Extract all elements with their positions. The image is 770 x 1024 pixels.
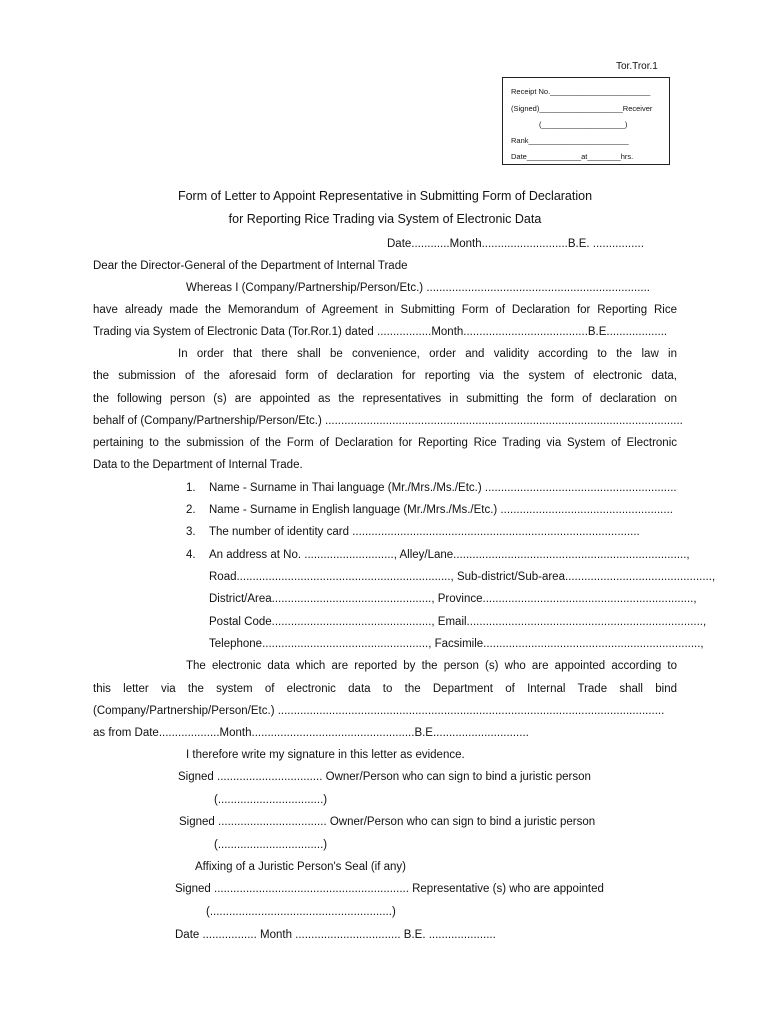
whereas-line: Whereas I (Company/Partnership/Person/Etc.) ......................................................................	[186, 282, 650, 294]
item-4-number: 4.	[186, 549, 196, 561]
receipt-name-line: (____________________)	[539, 120, 628, 129]
paragraph-2-line-1: In order that there shall be convenience, order and validity according to the law in	[178, 348, 677, 360]
paragraph-2-line-6: Data to the Department of Internal Trade.	[93, 459, 303, 471]
receipt-rank-line: Rank________________________	[511, 136, 629, 145]
final-date-line: Date ................. Month ................................. B.E. .....................	[175, 929, 496, 941]
item-1-number: 1.	[186, 482, 196, 494]
receipt-signed-line: (Signed)____________________Receiver	[511, 104, 653, 113]
address-telephone-line: Telephone...................................................., Facsimile....................................................................,	[209, 638, 704, 650]
form-code: Tor.Tror.1	[616, 61, 658, 72]
paragraph-2-line-3: the following person (s) are appointed as the representatives in submitting the form of declaration on	[93, 393, 677, 405]
address-road-line: Road..................................................................., Sub-district/Sub-area..............................................,	[209, 571, 716, 583]
signature-representative: Signed ............................................................. Representative (s) who are appointed	[175, 883, 604, 895]
paragraph-1-line-2: have already made the Memorandum of Agreement in Submitting Form of Declaration for Reporting Rice	[93, 304, 677, 316]
item-2-english-name: Name - Surname in English language (Mr./Mrs./Ms./Etc.) ......................................................	[209, 504, 673, 516]
document-title-line-1: Form of Letter to Appoint Representative in Submitting Form of Declaration	[177, 189, 593, 203]
paragraph-3-line-1: The electronic data which are reported by the person (s) who are appointed according to	[186, 660, 677, 672]
receipt-date-line: Date_____________at________hrs.	[511, 152, 634, 161]
signature-owner-2-name: (.................................)	[214, 839, 328, 851]
salutation: Dear the Director-General of the Department of Internal Trade	[93, 260, 408, 272]
item-2-number: 2.	[186, 504, 196, 516]
signature-owner-1-name: (.................................)	[214, 794, 328, 806]
item-3-number: 3.	[186, 526, 196, 538]
paragraph-3-line-2: this letter via the system of electronic data to the Department of Internal Trade shall bind	[93, 683, 677, 695]
address-postal-line: Postal Code.................................................., Email..........................................................................,	[209, 616, 707, 628]
paragraph-2-line-5: pertaining to the submission of the Form of Declaration for Reporting Rice Trading via System of Electronic	[93, 437, 677, 449]
paragraph-2-line-4: behalf of (Company/Partnership/Person/Etc.) ................................................................................................................	[93, 415, 683, 427]
paragraph-2-line-2: the submission of the aforesaid form of declaration for reporting via the system of electronic data,	[93, 370, 677, 382]
date-line: Date............Month...........................B.E. ................	[387, 238, 644, 250]
signature-owner-2: Signed .................................. Owner/Person who can sign to bind a juristic person	[179, 816, 596, 828]
receipt-box	[502, 77, 670, 165]
item-4-address: An address at No. ............................, Alley/Lane.........................................................................,	[209, 549, 690, 561]
signature-representative-name: (.........................................................)	[206, 906, 396, 918]
paragraph-1-line-3: Trading via System of Electronic Data (Tor.Ror.1) dated .................Month.......................................B.E...................	[93, 326, 668, 338]
paragraph-3-line-4: as from Date...................Month...................................................B.E..............................	[93, 727, 529, 739]
receipt-number-line: Receipt No.________________________	[511, 87, 651, 96]
evidence-statement: I therefore write my signature in this letter as evidence.	[186, 749, 465, 761]
signature-owner-1: Signed ................................. Owner/Person who can sign to bind a juristic person	[178, 771, 591, 783]
address-district-line: District/Area.................................................., Province..................................................................,	[209, 593, 697, 605]
paragraph-3-line-3: (Company/Partnership/Person/Etc.) .........................................................................................................................	[93, 705, 665, 717]
seal-note: Affixing of a Juristic Person's Seal (if any)	[195, 861, 406, 873]
item-3-identity-card: The number of identity card ..........................................................................................	[209, 526, 640, 538]
item-1-thai-name: Name - Surname in Thai language (Mr./Mrs./Ms./Etc.) ............................................................	[209, 482, 677, 494]
document-title-line-2: for Reporting Rice Trading via System of Electronic Data	[228, 212, 542, 226]
